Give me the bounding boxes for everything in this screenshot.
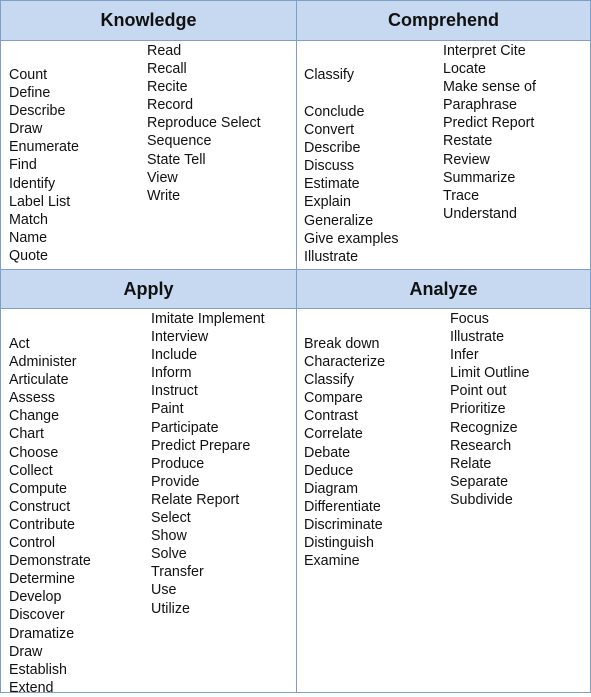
verb-item: Find xyxy=(9,157,37,174)
verb-item: Research xyxy=(450,437,512,454)
verb-item: Interpret Cite xyxy=(443,43,526,59)
verb-item: Correlate xyxy=(304,426,363,443)
verb-item: Conclude xyxy=(304,104,365,120)
verb-item: Summarize xyxy=(443,169,516,186)
verb-item: Classify xyxy=(304,372,355,389)
verb-item: Describe xyxy=(9,103,66,120)
verb-item: Paraphrase xyxy=(443,97,517,114)
verb-item: Imitate Implement xyxy=(151,311,265,327)
verb-item: Chart xyxy=(9,426,44,443)
verb-item: Extend xyxy=(9,679,54,696)
verb-item: Focus xyxy=(450,311,489,327)
header-apply-label: Apply xyxy=(123,278,174,299)
verb-item: Differentiate xyxy=(304,498,381,515)
verb-item: Define xyxy=(9,85,51,102)
verb-item: Estimate xyxy=(304,176,360,193)
verb-item: Reproduce Select xyxy=(147,115,261,132)
verb-item: Classify xyxy=(304,67,355,83)
verb-item: Determine xyxy=(9,571,75,588)
verb-item: Construct xyxy=(9,498,71,515)
verb-item: Recognize xyxy=(450,419,518,436)
verb-item: Articulate xyxy=(9,372,69,389)
verb-item: Act xyxy=(9,336,30,352)
verb-item: Prioritize xyxy=(450,401,506,418)
verb-item: Subdivide xyxy=(450,491,513,508)
verb-item: Develop xyxy=(9,589,62,606)
verb-item: Label List xyxy=(9,193,71,210)
verb-item: Explain xyxy=(304,194,351,211)
verb-item: Change xyxy=(9,408,60,425)
verb-item: Interview xyxy=(151,329,209,346)
column-divider xyxy=(296,1,297,692)
verb-item: Illustrate xyxy=(304,248,359,265)
verb-item: Instruct xyxy=(151,383,198,400)
verb-item: Discuss xyxy=(304,158,355,175)
verb-item: Administer xyxy=(9,354,77,371)
verb-item: Compute xyxy=(9,480,68,497)
verb-item: Relate xyxy=(450,455,492,472)
verb-item: Utilize xyxy=(151,600,190,617)
verb-item: Restate xyxy=(443,133,493,150)
verb-item: Identify xyxy=(9,175,56,192)
verb-item: Distinguish xyxy=(304,535,374,552)
verb-item: Draw xyxy=(9,643,43,660)
verb-item: Name xyxy=(9,229,48,246)
comprehend-col1 xyxy=(304,103,399,266)
verb-item: Relate Report xyxy=(151,491,240,508)
verb-item: Separate xyxy=(450,473,509,490)
verb-item: Match xyxy=(9,211,48,228)
verb-item: Draw xyxy=(9,121,43,138)
verb-item: Examine xyxy=(304,553,360,570)
verb-item: Count xyxy=(9,67,48,83)
header-knowledge-label: Knowledge xyxy=(100,10,197,30)
verb-item: Contribute xyxy=(9,516,75,533)
verb-item: Point out xyxy=(450,383,507,400)
header-apply xyxy=(1,270,296,309)
verb-item: Transfer xyxy=(151,564,204,581)
verb-item: Enumerate xyxy=(9,139,79,156)
verb-item: Solve xyxy=(151,546,187,563)
header-analyze-label: Analyze xyxy=(409,278,478,299)
verb-item: Establish xyxy=(9,661,68,678)
verb-item: Discriminate xyxy=(304,516,383,533)
verb-item: Assess xyxy=(9,390,56,407)
verb-item: Make sense of xyxy=(443,79,536,96)
verb-item: Predict Report xyxy=(443,115,535,132)
verb-item: Compare xyxy=(304,390,363,407)
verb-item: Collect xyxy=(9,462,53,479)
knowledge-col1 xyxy=(9,66,79,265)
verb-item: Show xyxy=(151,528,187,545)
header-analyze xyxy=(297,270,590,309)
verb-item: Diagram xyxy=(304,480,359,497)
analyze-col1 xyxy=(304,335,385,570)
verb-item: View xyxy=(147,169,178,186)
analyze-col2 xyxy=(450,310,529,509)
verb-item: Produce xyxy=(151,455,205,472)
verb-item: Quote xyxy=(9,247,48,264)
verb-item: Generalize xyxy=(304,212,374,229)
verb-item: Participate xyxy=(151,419,219,436)
verb-item: Discover xyxy=(9,607,65,624)
header-comprehend xyxy=(297,1,590,41)
verb-item: Dramatize xyxy=(9,625,75,642)
verb-item: Describe xyxy=(304,140,361,157)
verb-item: Provide xyxy=(151,473,200,490)
verb-item: Deduce xyxy=(304,462,354,479)
verb-item: Understand xyxy=(443,205,517,222)
verb-item: Recite xyxy=(147,79,188,96)
verb-item: Recall xyxy=(147,61,187,78)
verb-item: Sequence xyxy=(147,133,212,150)
verb-item: Limit Outline xyxy=(450,365,530,382)
verb-item: Include xyxy=(151,347,198,364)
verb-item: Locate xyxy=(443,61,486,78)
verb-item: Infer xyxy=(450,347,479,364)
apply-col2 xyxy=(151,310,265,618)
verb-item: Write xyxy=(147,187,181,204)
verb-item: Read xyxy=(147,43,182,59)
comprehend-col2 xyxy=(443,42,536,223)
verb-item: State Tell xyxy=(147,151,206,168)
verb-item: Predict Prepare xyxy=(151,437,251,454)
verb-item: Contrast xyxy=(304,408,359,425)
header-comprehend-label: Comprehend xyxy=(387,10,499,30)
verb-item: Convert xyxy=(304,122,355,139)
verb-item: Review xyxy=(443,151,490,168)
apply-col1 xyxy=(9,335,91,697)
verb-item: Trace xyxy=(443,187,480,204)
verb-item: Illustrate xyxy=(450,329,505,346)
knowledge-col2 xyxy=(147,42,261,205)
verb-item: Choose xyxy=(9,444,59,461)
verb-item: Break down xyxy=(304,336,380,352)
verb-item: Debate xyxy=(304,444,351,461)
verb-item: Demonstrate xyxy=(9,553,91,570)
verb-item: Select xyxy=(151,510,191,527)
verb-item: Paint xyxy=(151,401,184,418)
verb-item: Inform xyxy=(151,365,192,382)
verb-item: Use xyxy=(151,582,177,599)
verb-item: Characterize xyxy=(304,354,386,371)
header-knowledge xyxy=(1,1,296,41)
comprehend-col1-top xyxy=(304,66,354,84)
verb-item: Control xyxy=(9,535,56,552)
verb-item: Give examples xyxy=(304,230,399,247)
verb-item: Record xyxy=(147,97,194,114)
